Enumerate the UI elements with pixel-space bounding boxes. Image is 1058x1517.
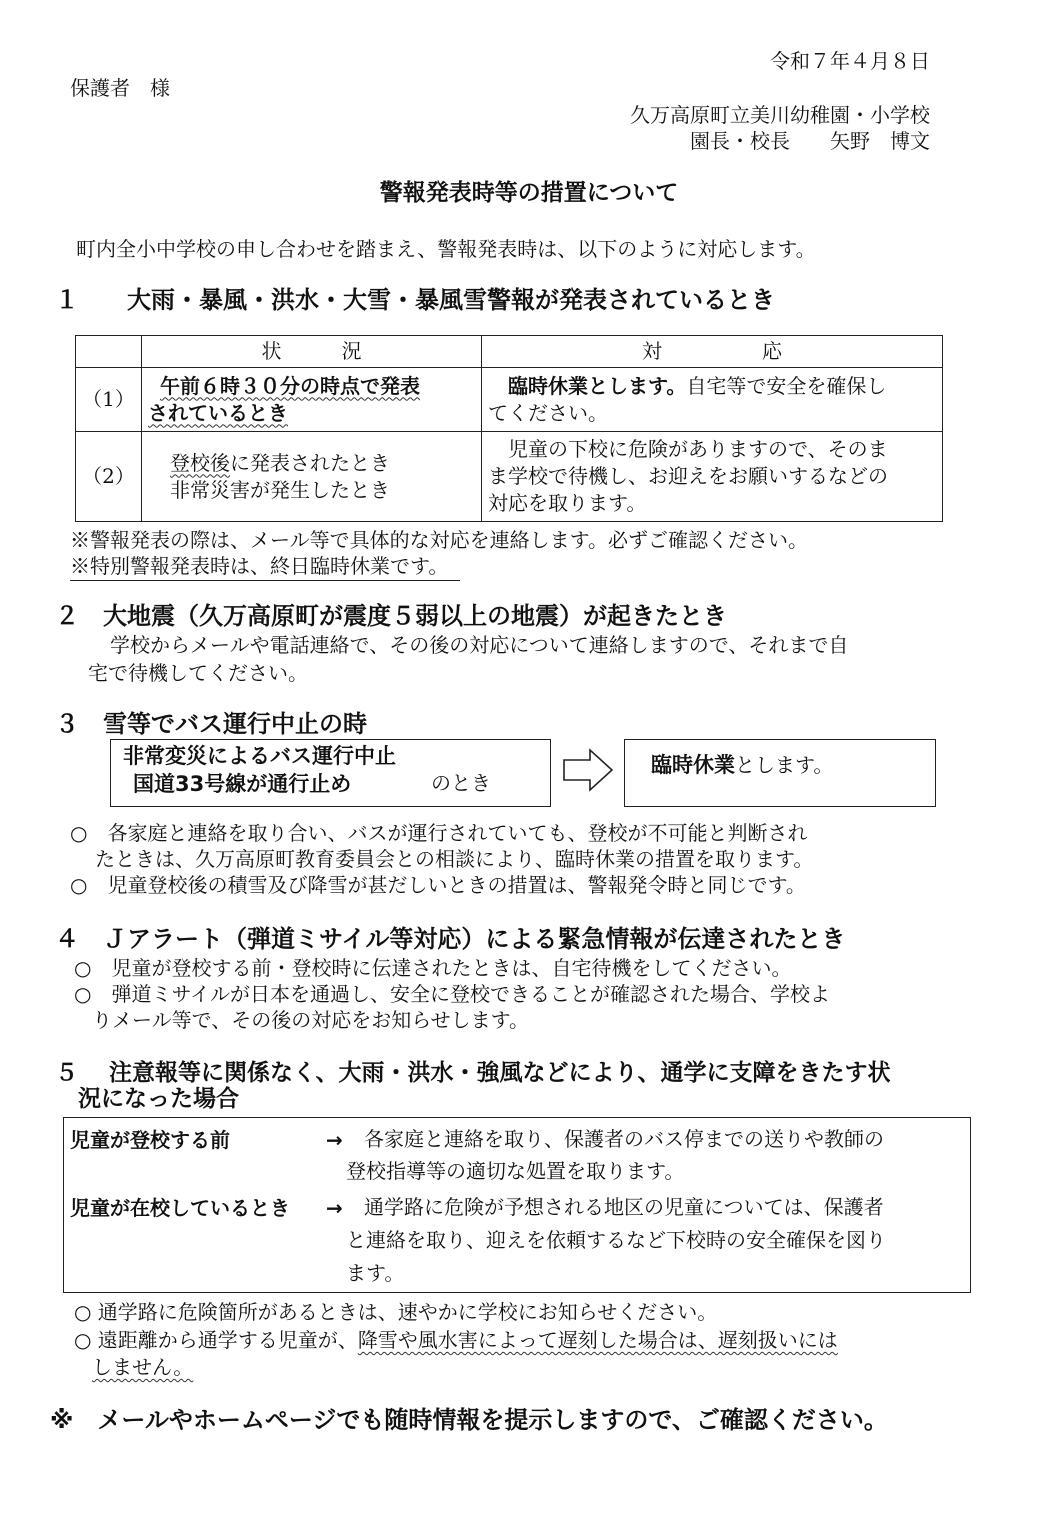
section-4-heading: ４ Ｊアラート（弾道ミサイル等対応）による緊急情報が伝達されたとき xyxy=(55,925,846,953)
response-line-3: 対応を取ります。 xyxy=(488,491,647,515)
response-rest: 自宅等で安全を確保し xyxy=(686,373,887,398)
response-cell xyxy=(482,432,943,522)
section-5-item-2-prefix: ○ 遠距離から通学する児童が、 xyxy=(74,1328,358,1352)
response-line-2: てください。 xyxy=(488,400,608,425)
footer-notice: ※ メールやホームページでも随時情報を提示しますので、ご確認ください。 xyxy=(50,1406,888,1434)
school-name: 久万高原町立美川幼稚園・小学校 xyxy=(630,103,930,127)
section-2-body-line-2: 宅で待機してください。 xyxy=(88,661,308,685)
situation-cell xyxy=(142,368,482,432)
situation-line-2: されているとき xyxy=(148,400,288,425)
warning-table xyxy=(75,335,943,522)
section-2-heading: ２ 大地震（久万高原町が震度５弱以上の地震）が起きたとき xyxy=(55,602,727,630)
situation-line-1: に発表されたとき xyxy=(230,450,390,475)
response-cell xyxy=(482,368,943,432)
before-school-text-2: 登校指導等の適切な処置を取ります。 xyxy=(346,1159,685,1183)
note-warning-contact: ※警報発表の際は、メール等で具体的な対応を連絡します。必ずご確認ください。 xyxy=(70,528,808,552)
arrow-2: → xyxy=(326,1196,343,1220)
at-school-text-3: ます。 xyxy=(346,1261,405,1285)
section-4-item-2-line-2: りメール等で、その後の対応をお知らせします。 xyxy=(92,1008,529,1032)
bus-result-box xyxy=(624,739,936,807)
at-school-text-1: 通学路に危険が予想される地区の児童については、保護者 xyxy=(364,1195,884,1219)
section-3-heading: ３ 雪等でバス運行中止の時 xyxy=(55,710,367,738)
section-4-item-2-line-1: ○ 弾道ミサイルが日本を通過し、安全に登校できることが確認された場合、学校よ xyxy=(74,982,831,1006)
table-row xyxy=(76,368,943,432)
bus-result-rest: とします。 xyxy=(735,753,834,777)
section-5-heading-line-1: ５ 注意報等に関係なく、大雨・洪水・強風などにより、通学に支障をきたす状 xyxy=(55,1060,891,1086)
date: 令和７年４月８日 xyxy=(770,49,930,73)
at-school-text-2: と連絡を取り、迎えを依頼するなど下校時の安全確保を図り xyxy=(346,1228,886,1252)
table-header-situation: 状 況 xyxy=(142,336,482,368)
section-3-item-1-line-2: たときは、久万高原町教育委員会との相談により、臨時休業の措置を取ります。 xyxy=(95,847,814,871)
addressee: 保護者 様 xyxy=(70,76,170,100)
section-3-item-2: ○ 児童登校後の積雪及び降雪が甚だしいときの措置は、警報発令時と同じです。 xyxy=(70,873,806,897)
section-5-item-2-wavy: 降雪や風水害によって遅刻した場合は、遅刻扱いには xyxy=(357,1328,838,1352)
arrow-1: → xyxy=(326,1128,343,1152)
response-line-1: 児童の下校に危険がありますので、そのま xyxy=(508,437,888,461)
row-number: （2） xyxy=(76,432,142,522)
section-5-heading-line-2: 況になった場合 xyxy=(78,1086,239,1112)
situation-cell xyxy=(142,432,482,522)
bus-condition-box xyxy=(110,739,551,807)
situation-after-arrival: 登校後 xyxy=(170,450,230,475)
section-5-item-1: ○ 通学路に危険箇所があるときは、速やかに学校にお知らせください。 xyxy=(74,1300,718,1324)
before-school-label: 児童が登校する前 xyxy=(70,1128,230,1152)
at-school-label: 児童が在校しているとき xyxy=(70,1196,290,1220)
section-5-item-2-line-2: しません。 xyxy=(92,1355,194,1379)
response-line-2: ま学校で待機し、お迎えをお願いするなどの xyxy=(488,464,888,488)
table-header-empty xyxy=(76,336,142,368)
row-number: （1） xyxy=(76,368,142,432)
note-special-warning: ※特別警報発表時は、終日臨時休業です。 xyxy=(70,553,460,581)
right-arrow-icon xyxy=(562,747,614,793)
bus-result-bold: 臨時休業 xyxy=(651,753,735,777)
intro-text: 町内全小中学校の申し合わせを踏まえ、警報発表時は、以下のように対応します。 xyxy=(76,237,816,261)
principal-name: 園長・校長 矢野 博文 xyxy=(690,129,930,153)
situation-line-1: 午前６時３０分の時点で発表 xyxy=(160,373,420,398)
before-school-text-1: 各家庭と連絡を取り、保護者のバス停までの送りや教師の xyxy=(364,1127,884,1151)
bus-condition-line-2: 国道33号線が通行止め xyxy=(133,772,352,796)
table-row xyxy=(76,432,943,522)
commute-guidance-box xyxy=(63,1117,971,1293)
section-2-body-line-1: 学校からメールや電話連絡で、その後の対応について連絡しますので、それまで自 xyxy=(110,633,849,657)
bus-condition-line-1: 非常変災によるバス運行中止 xyxy=(123,744,396,768)
section-1-heading: １ 大雨・暴風・洪水・大雪・暴風雪警報が発表されているとき xyxy=(55,286,775,314)
table-header-response: 対 応 xyxy=(482,336,943,368)
response-bold: 臨時休業とします。 xyxy=(508,373,687,398)
document-title: 警報発表時等の措置について xyxy=(379,180,679,206)
section-3-item-1-line-1: ○ 各家庭と連絡を取り合い、バスが運行されていても、登校が不可能と判断され xyxy=(70,821,808,845)
situation-line-2: 非常災害が発生したとき xyxy=(170,477,390,502)
section-4-item-1: ○ 児童が登校する前・登校時に伝達されたときは、自宅待機をしてください。 xyxy=(74,956,792,980)
bus-condition-suffix: のとき xyxy=(431,771,491,795)
table-header-row xyxy=(76,336,943,368)
